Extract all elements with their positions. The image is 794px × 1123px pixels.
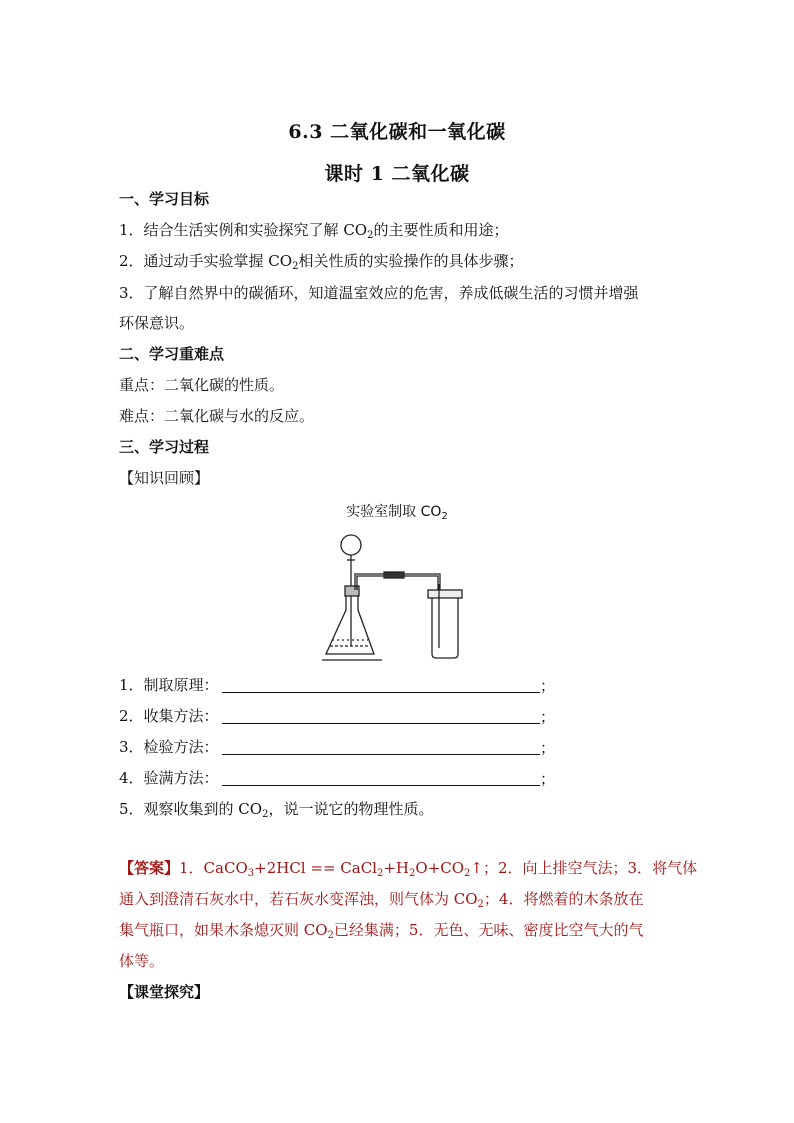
question-1: 1．制取原理： bbox=[119, 676, 219, 694]
question-3: 3．检验方法： bbox=[119, 738, 219, 756]
knowledge-review-label: 【知识回顾】 bbox=[119, 469, 210, 487]
question-5: 5．观察收集到的 $CO_2$，说一说它的物理性质。 bbox=[119, 800, 434, 820]
goal-item-2: 2．通过动手实验掌握 $CO_2$相关性质的实验操作的具体步骤； bbox=[119, 252, 524, 272]
co2-apparatus-figure bbox=[318, 528, 478, 666]
answer-line-1: 【答案】1．CaCO$_3$+2HCl == $CaCl_2+H_2O+CO_2↑$；2．向上排空气法；3．将气体 bbox=[119, 859, 698, 879]
answer-tag: 【答案】 bbox=[119, 859, 180, 877]
semicolon-2: ； bbox=[540, 708, 556, 726]
page-title: 6.3 二氧化碳和一氧化碳 bbox=[288, 121, 506, 143]
semicolon-1: ； bbox=[540, 677, 556, 695]
section-heading-process: 三、学习过程 bbox=[119, 438, 210, 456]
key-point: 重点：二氧化碳的性质。 bbox=[119, 376, 285, 394]
answer-line-2: 通入到澄清石灰水中，若石灰水变浑浊，则气体为 $CO_2$；4．将燃着的木条放在 bbox=[119, 890, 644, 910]
answer-line-3: 集气瓶口，如果木条熄灭则 $CO_2$已经集满；5．无色、无味、密度比空气大的气 bbox=[119, 921, 644, 941]
section-heading-keypoints: 二、学习重难点 bbox=[119, 345, 225, 363]
goal-item-3-cont: 环保意识。 bbox=[119, 314, 195, 332]
page-subtitle: 课时 1 二氧化碳 bbox=[324, 163, 470, 185]
difficult-point: 难点：二氧化碳与水的反应。 bbox=[119, 407, 315, 425]
classroom-inquiry-label: 【课堂探究】 bbox=[119, 983, 210, 1001]
question-2: 2．收集方法： bbox=[119, 707, 219, 725]
answer-blank-2[interactable] bbox=[222, 723, 540, 724]
answer-blank-4[interactable] bbox=[222, 785, 540, 786]
answer-blank-1[interactable] bbox=[222, 692, 540, 693]
semicolon-3: ； bbox=[540, 739, 556, 757]
section-heading-goals: 一、学习目标 bbox=[119, 190, 210, 208]
question-4: 4．验满方法： bbox=[119, 769, 219, 787]
goal-item-1: 1．结合生活实例和实验探究了解 $CO_2$的主要性质和用途； bbox=[119, 221, 509, 241]
goal-item-3: 3．了解自然界中的碳循环，知道温室效应的危害，养成低碳生活的习惯并增强 bbox=[119, 284, 639, 302]
answer-line-4: 体等。 bbox=[119, 952, 165, 970]
semicolon-4: ； bbox=[540, 770, 556, 788]
answer-blank-3[interactable] bbox=[222, 754, 540, 755]
figure-caption: 实验室制取 $CO_2$ bbox=[346, 504, 448, 522]
